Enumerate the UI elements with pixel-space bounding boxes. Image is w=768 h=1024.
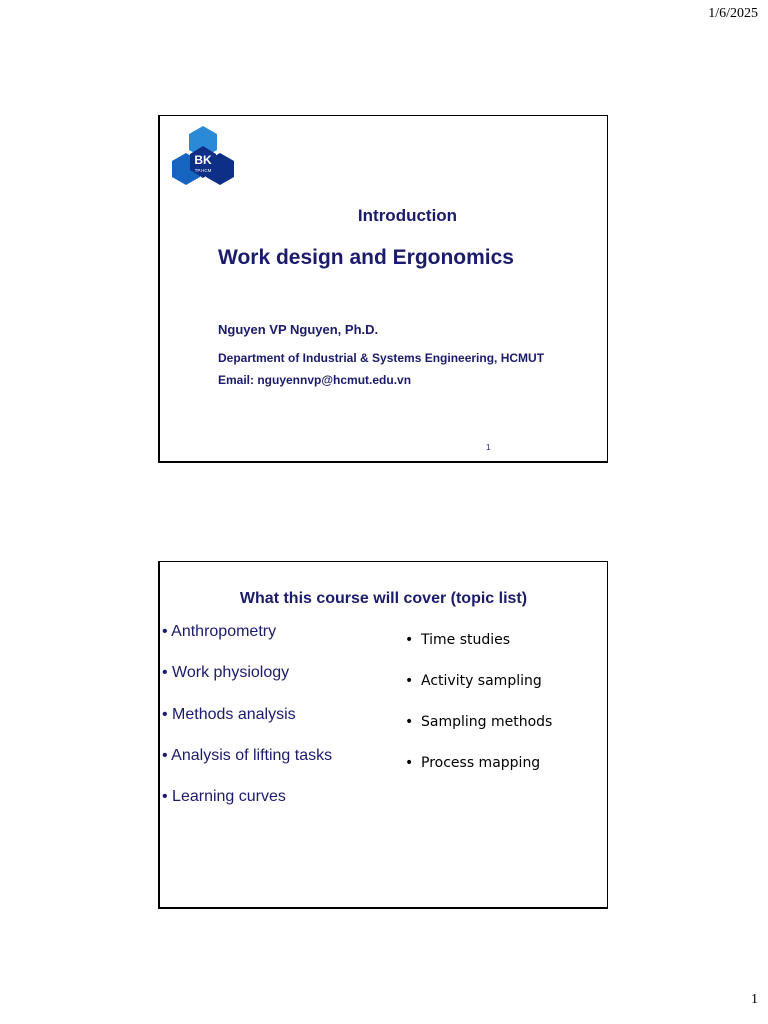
list-item: • Learning curves (162, 788, 286, 806)
list-item (405, 630, 552, 671)
list-item: • Anthropometry (162, 623, 277, 640)
list-item: • Analysis of lifting tasks (162, 746, 333, 764)
page-number: 1 (751, 992, 758, 1007)
slide-title: What this course will cover (topic list) (239, 590, 528, 607)
slide-number: 1 (486, 443, 491, 452)
topic-list-right (405, 630, 552, 794)
logo-subtext: TP.HCM (194, 168, 212, 173)
list-item (405, 753, 552, 794)
list-item-label: Time studies (421, 632, 511, 648)
department: Department of Industrial & Systems Engineering, HCMUT (218, 351, 545, 365)
author-name: Nguyen VP Nguyen, Ph.D. (218, 322, 379, 337)
slide-1 (158, 115, 608, 463)
bullet: • (405, 673, 414, 689)
university-logo (172, 126, 234, 190)
bullet: • (405, 632, 414, 648)
list-item-label: Activity sampling (421, 673, 542, 689)
list-item (405, 671, 552, 712)
slide-title: Work design and Ergonomics (218, 246, 514, 269)
logo-text: BK (194, 153, 212, 167)
slide-intro-heading: Introduction (357, 206, 458, 225)
list-item-label: Process mapping (421, 755, 541, 771)
list-item-label: Sampling methods (421, 714, 553, 730)
author-email: Email: nguyennvp@hcmut.edu.vn (218, 373, 412, 387)
list-item (405, 712, 552, 753)
slide-2 (158, 561, 608, 909)
list-item: • Methods analysis (162, 705, 296, 723)
topic-list-left (162, 622, 332, 828)
page-date: 1/6/2025 (708, 6, 758, 21)
bullet: • (405, 755, 414, 771)
list-item: • Work physiology (162, 664, 290, 682)
bullet: • (405, 714, 414, 730)
